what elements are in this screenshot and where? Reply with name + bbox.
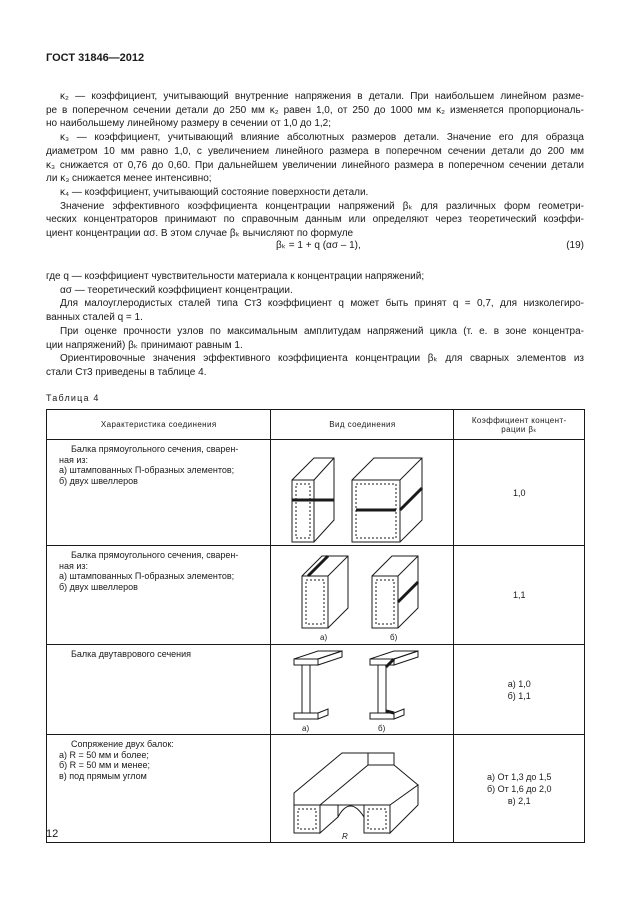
- row4-coefficient: [454, 735, 585, 843]
- paragraph-k3-line3: κ₃ снижается от 0,76 до 0,60. При дальнейшем увеличении линейного размера в поперечном сечении детали: [46, 159, 584, 171]
- table-header-row: [47, 410, 585, 440]
- row4-figure-radius-label: R: [342, 832, 349, 841]
- table-row: [47, 645, 585, 735]
- paragraph-amp-line1: При оценке прочности узлов по максимальным амплитудам напряжений цикла (т. е. в зоне концентра-: [60, 325, 584, 337]
- row2-figure-label-a: а): [320, 633, 328, 642]
- table-row: [47, 735, 585, 843]
- row4-figure-cell: [271, 735, 454, 843]
- beam-junction-figure: [272, 735, 452, 841]
- row2-coefficient: 1,1: [454, 546, 585, 645]
- row2-title: Балка прямоугольного сечения, сварен-: [71, 550, 239, 560]
- paragraph-orient-line2: стали Ст3 приведены в таблице 4.: [46, 366, 207, 378]
- row3-figure-label-b: б): [378, 724, 386, 733]
- row3-coefficient-a: а) 1,0: [507, 678, 531, 689]
- paragraph-k2-line2: ре в поперечном сечении детали до 250 мм κ₂ равен 1,0, от 250 до 1000 мм κ₂ изменяется пропорциональ-: [46, 104, 584, 116]
- row3-title: Балка двутаврового сечения: [71, 649, 192, 659]
- row4-item-a: а) R = 50 мм и более;: [59, 749, 149, 760]
- row4-coefficient-a: а) От 1,3 до 1,5: [487, 771, 552, 782]
- paragraph-st3-line1: Для малоуглеродистых сталей типа Ст3 коэффициент q может быть принят q = 0,7, для низколегиро-: [60, 298, 584, 310]
- row2-item-a: а) штампованных П-образных элементов;: [59, 571, 235, 581]
- page-number: 12: [46, 828, 59, 840]
- row3-coefficient-b: б) 1,1: [507, 690, 531, 701]
- row4-item-b: б) R = 50 мм и менее;: [59, 760, 150, 770]
- rectangular-beam-channels-figure: [272, 546, 452, 643]
- table-row: [47, 440, 585, 546]
- paragraph-eff-line3: циент концентрации ασ. В этом случае βₖ вычисляют по формуле: [46, 228, 354, 240]
- header-coefficient: [454, 410, 585, 440]
- table-row: [47, 546, 585, 645]
- row4-item-c: в) под прямым углом: [59, 770, 147, 781]
- row1-figure-cell: [271, 440, 454, 546]
- paragraph-k4: κ₄ — коэффициент, учитывающий состояние поверхности детали.: [60, 186, 369, 198]
- formula-expression: βₖ = 1 + q (ασ – 1),: [276, 240, 361, 251]
- row2-item-b: б) двух швеллеров: [59, 581, 138, 592]
- row1-item-a: а) штампованных П-образных элементов;: [59, 465, 235, 475]
- i-beam-figure: [272, 645, 452, 733]
- paragraph-k3-line2: диаметром 10 мм равно 1,0, с увеличением линейного размера в поперечном сечении детали до 200 мм: [46, 145, 584, 157]
- row3-figure-cell: [271, 645, 454, 735]
- row1-title: Балка прямоугольного сечения, сварен-: [71, 444, 239, 454]
- row2-description: [47, 546, 271, 645]
- row1-title-cont: ная из:: [59, 454, 89, 465]
- row1-item-b: б) двух швеллеров: [59, 475, 138, 486]
- joint-table: [46, 409, 585, 843]
- row3-figure-label-a: а): [302, 724, 310, 733]
- paragraph-k2-line3: но наибольшему линейному размеру в сечении от 1,0 до 1,2;: [46, 118, 331, 130]
- paragraph-eff-line1: Значение эффективного коэффициента концентрации напряжений βₖ для различных форм геометри-: [60, 200, 584, 212]
- paragraph-k3-line4: ли κ₃ снижается менее интенсивно;: [46, 173, 212, 185]
- header-characteristic: Характеристика соединения: [47, 410, 271, 440]
- where-q: где q — коэффициент чувствительности материала к концентрации напряжений;: [46, 271, 425, 282]
- header-coefficient-line1: Коэффициент концент-: [471, 415, 567, 425]
- table-caption: Таблица 4: [46, 393, 100, 403]
- paragraph-amp-line2: ции напряжений) βₖ принимают равным 1.: [46, 339, 243, 351]
- paragraph-st3-line2: ванных сталей q = 1.: [46, 312, 143, 324]
- body-text-top: [46, 90, 584, 241]
- body-text-bottom: [46, 270, 584, 380]
- paragraph-eff-line2: ческих концентраторов принимают по справочным данным или определяют через теоретический коэффи-: [46, 214, 584, 226]
- row3-description: [47, 645, 271, 735]
- document-header: ГОСТ 31846—2012: [46, 52, 145, 64]
- rectangular-beam-stamped-figure: [272, 440, 452, 544]
- header-joint-view: Вид соединения: [271, 410, 454, 440]
- row2-figure-label-b: б): [390, 633, 398, 642]
- row3-coefficient: [454, 645, 585, 735]
- row1-coefficient: 1,0: [454, 440, 585, 546]
- paragraph-k2-line1: κ₂ — коэффициент, учитывающий внутренние напряжения в детали. При наибольшем линейном разме-: [60, 91, 584, 102]
- row4-title: Сопряжение двух балок:: [71, 739, 174, 749]
- row1-description: [47, 440, 271, 546]
- formula-number: (19): [566, 240, 584, 251]
- paragraph-orient-line1: Ориентировочные значения эффективного коэффициента концентрации βₖ для сварных элементов из: [60, 353, 584, 365]
- header-coefficient-line2: рации βₖ: [501, 424, 538, 434]
- paragraph-k3-line1: κ₃ — коэффициент, учитывающий влияние абсолютных размеров детали. Значение его для образца: [60, 132, 584, 144]
- row2-title-cont: ная из:: [59, 560, 89, 571]
- row4-description: [47, 735, 271, 843]
- row4-coefficient-c: в) 2,1: [507, 795, 531, 806]
- row2-figure-cell: [271, 546, 454, 645]
- where-alpha: ασ — теоретический коэффициент концентрации.: [60, 284, 293, 296]
- row4-coefficient-b: б) От 1,6 до 2,0: [486, 783, 552, 794]
